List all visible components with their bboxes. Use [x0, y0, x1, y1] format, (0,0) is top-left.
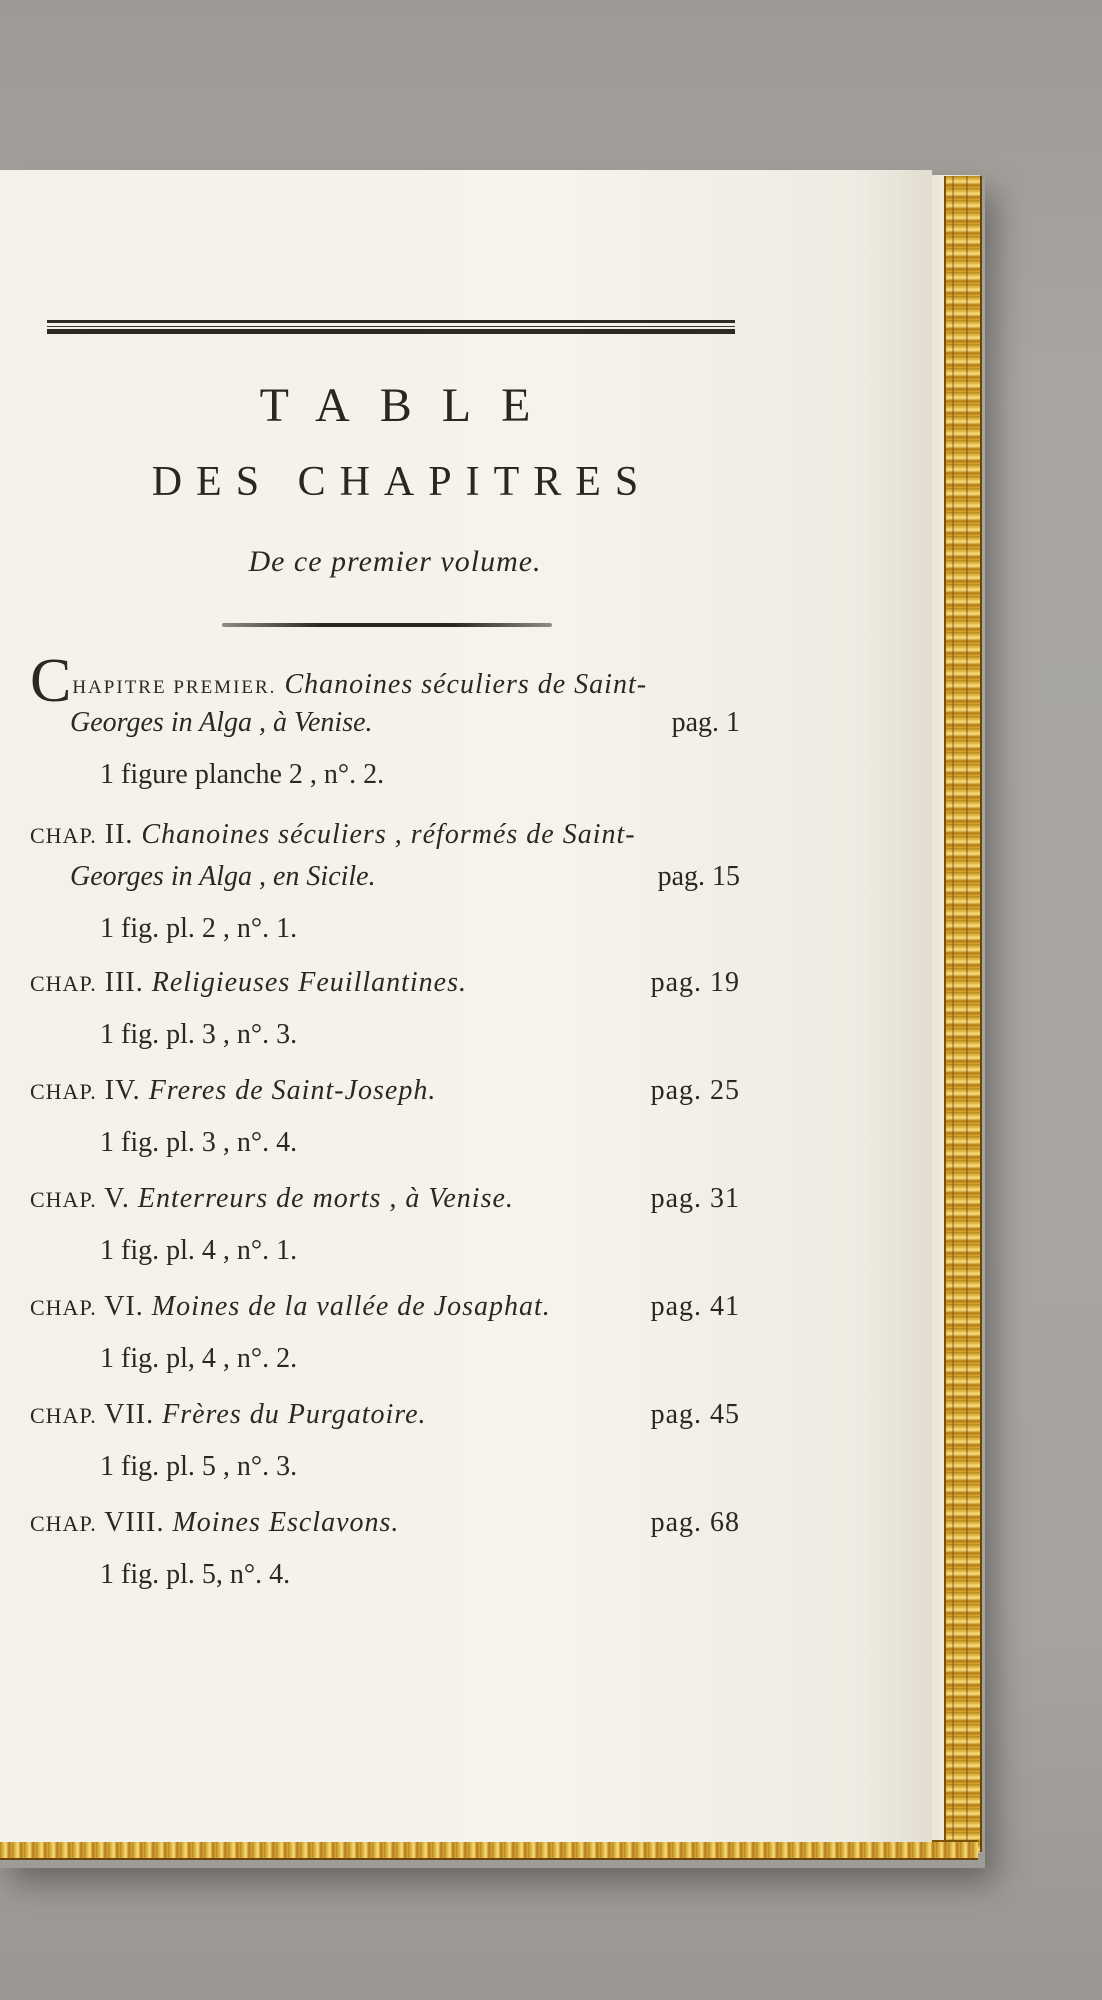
toc-entry-2-line2 — [70, 860, 740, 894]
chapter-title: Freres de Saint-Joseph. — [148, 1075, 437, 1106]
toc-entry-1 — [30, 647, 740, 715]
chapter-title-cont: Georges in Alga , à Venise. — [70, 707, 373, 738]
toc-entry-6-figure: 1 fig. pl, 4 , n°. 2. — [100, 1343, 298, 1374]
toc-entry-2-figure: 1 fig. pl. 2 , n°. 1. — [100, 913, 298, 944]
chapter-number: III. — [104, 967, 144, 998]
toc-entry-7-figure: 1 fig. pl. 5 , n°. 3. — [100, 1451, 298, 1482]
page-subtitle: DES CHAPITRES — [151, 459, 653, 505]
chapter-title: Frères du Purgatoire. — [162, 1399, 427, 1430]
chapter-label: CHAP. — [30, 1187, 97, 1212]
toc-entry-4 — [30, 1074, 740, 1109]
page-number: pag. 45 — [650, 1399, 740, 1430]
gilt-edge-right — [944, 176, 982, 1852]
chapter-label: CHAP. — [30, 1295, 97, 1320]
chapter-label: CHAP. — [30, 1079, 97, 1104]
chapter-title: Moines Esclavons. — [172, 1507, 400, 1538]
page-number: pag. 31 — [650, 1183, 740, 1214]
page-tagline: De ce premier volume. — [248, 545, 542, 578]
chapter-number: V. — [104, 1183, 130, 1214]
toc-entry-6 — [30, 1290, 740, 1325]
toc-entry-8 — [30, 1506, 740, 1541]
page-number: pag. 68 — [650, 1507, 740, 1538]
toc-entry-2 — [30, 818, 740, 853]
chapter-number: VII. — [104, 1399, 155, 1430]
chapter-number: VI. — [104, 1291, 144, 1322]
page-number: pag. 41 — [650, 1291, 740, 1322]
chapter-label: CHAP. — [30, 823, 97, 848]
chapter-title: Enterreurs de morts , à Venise. — [137, 1183, 514, 1214]
toc-entry-3 — [30, 966, 740, 1001]
toc-entry-1-line2 — [70, 706, 740, 740]
toc-entry-4-figure: 1 fig. pl. 3 , n°. 4. — [100, 1127, 298, 1158]
toc-entry-1-figure: 1 figure planche 2 , n°. 2. — [100, 759, 385, 790]
toc-entry-7 — [30, 1398, 740, 1433]
toc-entry-5-figure: 1 fig. pl. 4 , n°. 1. — [100, 1235, 298, 1266]
page-number: pag. 1 — [671, 707, 740, 738]
page-number: pag. 19 — [650, 967, 740, 998]
chapter-title-cont: Georges in Alga , en Sicile. — [70, 861, 376, 892]
chapter-title: Chanoines séculiers de Saint- — [284, 669, 648, 700]
toc-entry-8-figure: 1 fig. pl. 5, n°. 4. — [100, 1559, 291, 1590]
chapter-label: CHAP. — [30, 1511, 97, 1536]
chapter-title: Religieuses Feuillantines. — [151, 967, 468, 998]
chapter-title: Moines de la vallée de Josaphat. — [151, 1291, 551, 1322]
drop-initial: C — [30, 647, 73, 715]
toc-entry-3-figure: 1 fig. pl. 3 , n°. 3. — [100, 1019, 298, 1050]
chapter-number: IV. — [104, 1075, 141, 1106]
chapter-label: CHAP. — [30, 1403, 97, 1428]
chapter-title: Chanoines séculiers , réformés de Saint- — [141, 819, 636, 850]
chapter-number: VIII. — [104, 1507, 165, 1538]
chapter-label: CHAP. — [30, 971, 97, 996]
chapter-number: II. — [104, 819, 134, 850]
page-number: pag. 25 — [650, 1075, 740, 1106]
chapter-label: HAPITRE PREMIER. — [72, 677, 277, 698]
toc-entry-5 — [30, 1182, 740, 1217]
page-number: pag. 15 — [657, 861, 740, 892]
page-title: TABLE — [259, 379, 561, 432]
